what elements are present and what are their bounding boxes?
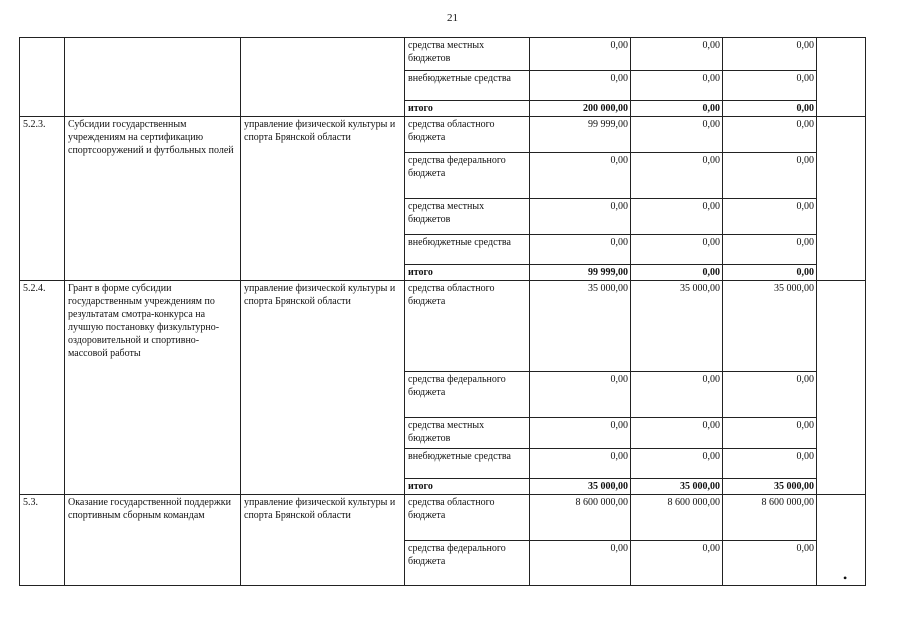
budget-table [19,37,866,586]
value-year2: 35 000,00 [631,479,723,495]
value-year2: 35 000,00 [631,281,723,372]
empty-cell [817,38,866,117]
value-year1: 99 999,00 [530,265,631,281]
value-year2: 8 600 000,00 [631,495,723,541]
funding-source: итого [405,479,530,495]
value-year3: 0,00 [723,541,817,586]
funding-source: средства местных бюджетов [405,418,530,449]
value-year2: 0,00 [631,541,723,586]
empty-cell [817,281,866,495]
item-code-cell: 5.2.3. [20,117,65,281]
funding-source: средства местных бюджетов [405,199,530,235]
empty-cell [817,495,866,586]
table-row [20,117,866,153]
value-year1: 35 000,00 [530,479,631,495]
value-year3: 0,00 [723,372,817,418]
value-year1: 0,00 [530,235,631,265]
value-year3: 0,00 [723,71,817,101]
value-year1: 0,00 [530,372,631,418]
value-year1: 0,00 [530,199,631,235]
table-row [20,495,866,541]
value-year2: 0,00 [631,449,723,479]
value-year2: 0,00 [631,117,723,153]
funding-source: средства областного бюджета [405,117,530,153]
funding-source: средства федерального бюджета [405,372,530,418]
value-year1: 8 600 000,00 [530,495,631,541]
value-year3: 0,00 [723,117,817,153]
table-row [20,281,866,372]
empty-cell [817,117,866,281]
funding-source: итого [405,265,530,281]
value-year3: 0,00 [723,418,817,449]
executor-cell: управление физической культуры и спорта Брянской области [241,495,405,586]
value-year3: 0,00 [723,153,817,199]
value-year3: 0,00 [723,199,817,235]
value-year3: 35 000,00 [723,479,817,495]
value-year1: 0,00 [530,541,631,586]
value-year2: 0,00 [631,235,723,265]
value-year1: 200 000,00 [530,101,631,117]
item-name-cell [65,38,241,117]
item-name-cell: Грант в форме субсидии государственным учреждениям по результатам смотра-конкурса на лучшую постановку физкультурно-оздоровительной и спортивно-массовой работы [65,281,241,495]
value-year2: 0,00 [631,153,723,199]
value-year1: 35 000,00 [530,281,631,372]
item-code-cell [20,38,65,117]
value-year1: 0,00 [530,38,631,71]
value-year3: 35 000,00 [723,281,817,372]
value-year1: 0,00 [530,153,631,199]
value-year2: 0,00 [631,265,723,281]
value-year3: 0,00 [723,265,817,281]
funding-source: средства федерального бюджета [405,153,530,199]
funding-source: итого [405,101,530,117]
value-year1: 0,00 [530,418,631,449]
value-year1: 99 999,00 [530,117,631,153]
item-name-cell: Оказание государственной поддержки спортивным сборным командам [65,495,241,586]
scan-mark: • [843,571,848,585]
funding-source: средства областного бюджета [405,281,530,372]
executor-cell: управление физической культуры и спорта Брянской области [241,117,405,281]
executor-cell: управление физической культуры и спорта Брянской области [241,281,405,495]
item-code-cell: 5.3. [20,495,65,586]
funding-source: средства федерального бюджета [405,541,530,586]
value-year2: 0,00 [631,38,723,71]
value-year2: 0,00 [631,372,723,418]
value-year3: 0,00 [723,235,817,265]
value-year3: 0,00 [723,449,817,479]
funding-source: внебюджетные средства [405,449,530,479]
value-year2: 0,00 [631,101,723,117]
value-year2: 0,00 [631,71,723,101]
value-year2: 0,00 [631,199,723,235]
value-year3: 8 600 000,00 [723,495,817,541]
value-year3: 0,00 [723,101,817,117]
funding-source: средства местных бюджетов [405,38,530,71]
table-row [20,38,866,71]
executor-cell [241,38,405,117]
funding-source: средства областного бюджета [405,495,530,541]
page-number: 21 [447,12,458,24]
item-name-cell: Субсидии государственным учреждениям на сертификацию спортсооружений и футбольных полей [65,117,241,281]
funding-source: внебюджетные средства [405,71,530,101]
item-code-cell: 5.2.4. [20,281,65,495]
value-year3: 0,00 [723,38,817,71]
value-year1: 0,00 [530,71,631,101]
value-year1: 0,00 [530,449,631,479]
value-year2: 0,00 [631,418,723,449]
funding-source: внебюджетные средства [405,235,530,265]
